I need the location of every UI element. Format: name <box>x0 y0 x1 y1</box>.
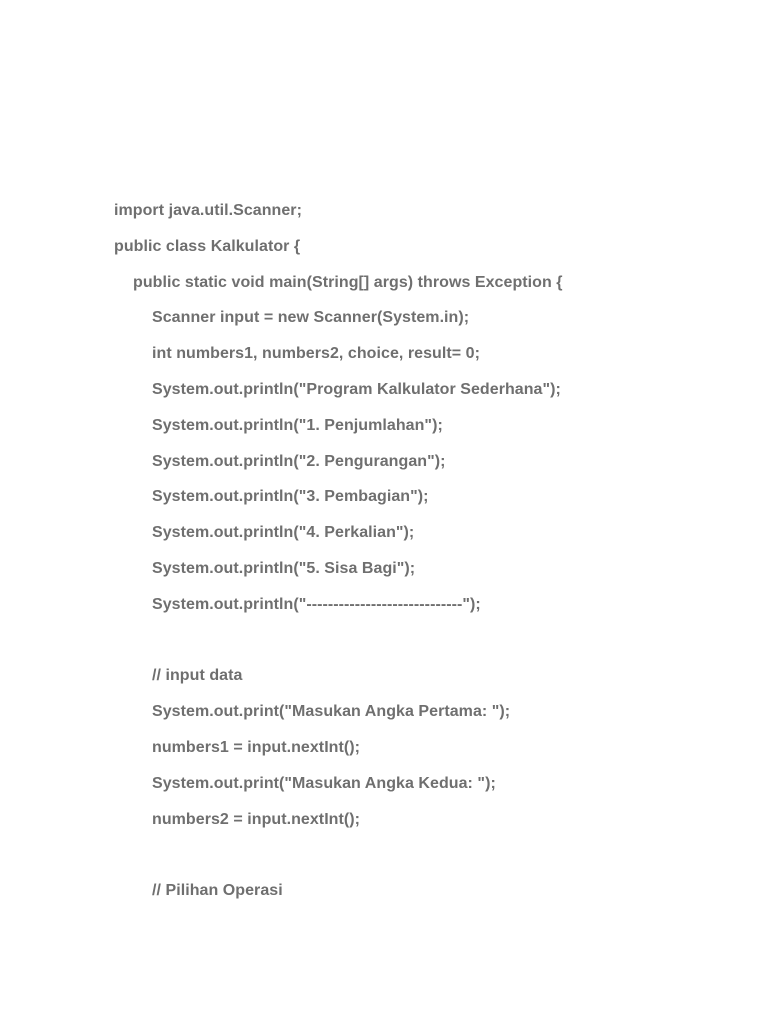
comment-line: // input data <box>152 667 243 685</box>
code-line: System.out.println("2. Pengurangan"); <box>152 452 446 470</box>
code-line: System.out.println("5. Sisa Bagi"); <box>152 559 416 577</box>
comment-line: // Pilihan Operasi <box>152 882 283 900</box>
code-line: numbers2 = input.nextInt(); <box>152 810 361 828</box>
blank-line <box>114 844 734 880</box>
code-line: System.out.print("Masukan Angka Pertama: "); <box>152 703 511 721</box>
code-line: System.out.println("-----------------------------"); <box>152 595 481 613</box>
code-line: Scanner input = new Scanner(System.in); <box>152 309 470 327</box>
code-line: System.out.print("Masukan Angka Kedua: "); <box>152 774 496 792</box>
code-line: System.out.println("1. Penjumlahan"); <box>152 416 443 434</box>
code-line: public class Kalkulator { <box>114 237 301 255</box>
code-line: int numbers1, numbers2, choice, result= 0; <box>152 345 480 363</box>
code-line: numbers1 = input.nextInt(); <box>152 738 361 756</box>
blank-line <box>114 630 734 666</box>
code-line: System.out.println("3. Pembagian"); <box>152 488 429 506</box>
code-line: System.out.println("Program Kalkulator Sederhana"); <box>152 380 561 398</box>
code-line: public static void main(String[] args) throws Exception { <box>133 273 563 291</box>
code-listing <box>114 200 734 916</box>
code-line: System.out.println("4. Perkalian"); <box>152 524 415 542</box>
code-line: import java.util.Scanner; <box>114 202 302 219</box>
